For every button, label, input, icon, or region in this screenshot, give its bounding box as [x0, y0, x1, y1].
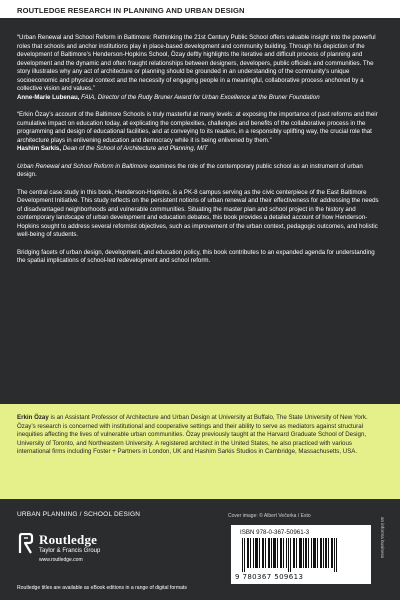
cover-image-credit: Cover image: © Albert Večerka / Esto: [228, 513, 311, 519]
description-book-title: Urban Renewal and School Reform in Baltimore: [17, 162, 148, 170]
routledge-logo-icon: [17, 533, 34, 555]
description-rest: examines the role of the contemporary public school as an instrument of urban design.: [17, 162, 363, 178]
series-title-band: [0, 0, 400, 18]
series-title: ROUTLEDGE RESEARCH IN PLANNING AND URBAN DESIGN: [17, 6, 245, 15]
publisher-url: www.routledge.com: [39, 557, 83, 563]
quote-lubenau-affiliation: FAIA, Director of the Rudy Bruner Award for Urban Excellence at the Bruner Foundation: [81, 93, 320, 101]
quote-sarkis-author: Hashim Sarkis,: [17, 145, 62, 152]
description-paragraph-2: The central case study in this book, Henderson-Hopkins, is a PK-8 campus serving as the civic centerpiece of the East Baltimore Development Initiative. This study reflects on the persistent notions of urban renewal and their effectiveness for addressing the needs of disadvantaged neighborhoods and vulnerable communities. Situating the master plan and school project in the history and contemporary landscape of urban development and education debates, this book provides a detailed account of how Henderson-Hopkins sought to address several reformist objectives, such as improvement of the urban context, pedagogic outcomes, and holistic well-being of students.: [17, 188, 379, 238]
barcode-digits: 9 780367 509613: [235, 573, 304, 581]
quote-sarkis-affiliation: Dean of the School of Architecture and Planning, MIT: [62, 145, 208, 152]
description-paragraph-3: Bridging facets of urban design, development, and education policy, this book contributes to an expanded agenda for understanding the spatial implications of school-led redevelopment and school reform.: [17, 248, 375, 264]
subject-categories: URBAN PLANNING / SCHOOL DESIGN: [17, 511, 141, 518]
quote-sarkis: “Erkin Özay’s account of the Baltimore Schools is truly masterful at many levels: at exposing the importance of past reforms and their cumulative impact on education today, at explicating the complexities, challenges and benefits of the collaborative process in the programming and design of educational facilities, and at conveying to its readers, in a responsibly uplifting way, the crucial role that architecture plays in enlivening education and democracy while it is being enlivened by them.”: [17, 111, 378, 144]
author-bio-band: [0, 404, 400, 499]
author-bio: [17, 414, 383, 457]
barcode-icon: [240, 538, 340, 572]
publisher-group: Taylor & Francis Group: [39, 548, 101, 554]
ebook-availability-note: Routledge titles are available as eBook editions in a range of digital formats: [17, 585, 187, 591]
back-cover-text: [17, 34, 383, 275]
quote-sarkis-attribution: [17, 145, 383, 154]
informa-label: an informa business: [380, 517, 385, 559]
isbn-label: ISBN 978-0-367-50961-3: [240, 529, 310, 536]
description-paragraph-1: [17, 163, 383, 180]
quote-lubenau-attribution: [17, 94, 383, 103]
author-bio-text: is an Assistant Professor of Architecture and Urban Design at University at Buffalo, The State University of New York. Özay’s research is concerned with institutional and cooperative settings and their ability to serve as mediators against structural inequities affecting the lives of vulnerable urban communities. Özay previously taught at the Harvard Graduate School of Design, University of Toronto, and Northeastern University. A registered architect in the United States, he also practiced with various international firms including Foster + Partners in London, UK and Hashim Sarkis Studios in Cambridge, Massachusetts, USA.: [17, 414, 368, 456]
informa-side-text: [378, 517, 386, 577]
isbn-block: [231, 525, 371, 584]
quote-lubenau: “Urban Renewal and School Reform in Baltimore: Rethinking the 21st Century Public School offers valuable insight into the powerful roles that schools and anchor institutions play in place-based development and community building. Through his depiction of the development of Baltimore’s Henderson-Hopkins School, Özay deftly highlights the iterative and difficult process of planning and development and the dynamic and often fraught relationships between designers, developers, public officials and communities. The story illustrates why any act of architecture or planning should be grounded in an understanding of the community’s unique socioeconomic and physical context and the necessity of engaging people in a meaningful, collaborative process anchored by a collective vision and values.”: [17, 34, 376, 92]
publisher-name: Routledge: [39, 532, 98, 547]
author-name: Erkin Özay: [17, 414, 49, 421]
publisher-logo: [17, 530, 137, 575]
quote-lubenau-author: Anne-Marie Lubenau,: [17, 93, 80, 101]
